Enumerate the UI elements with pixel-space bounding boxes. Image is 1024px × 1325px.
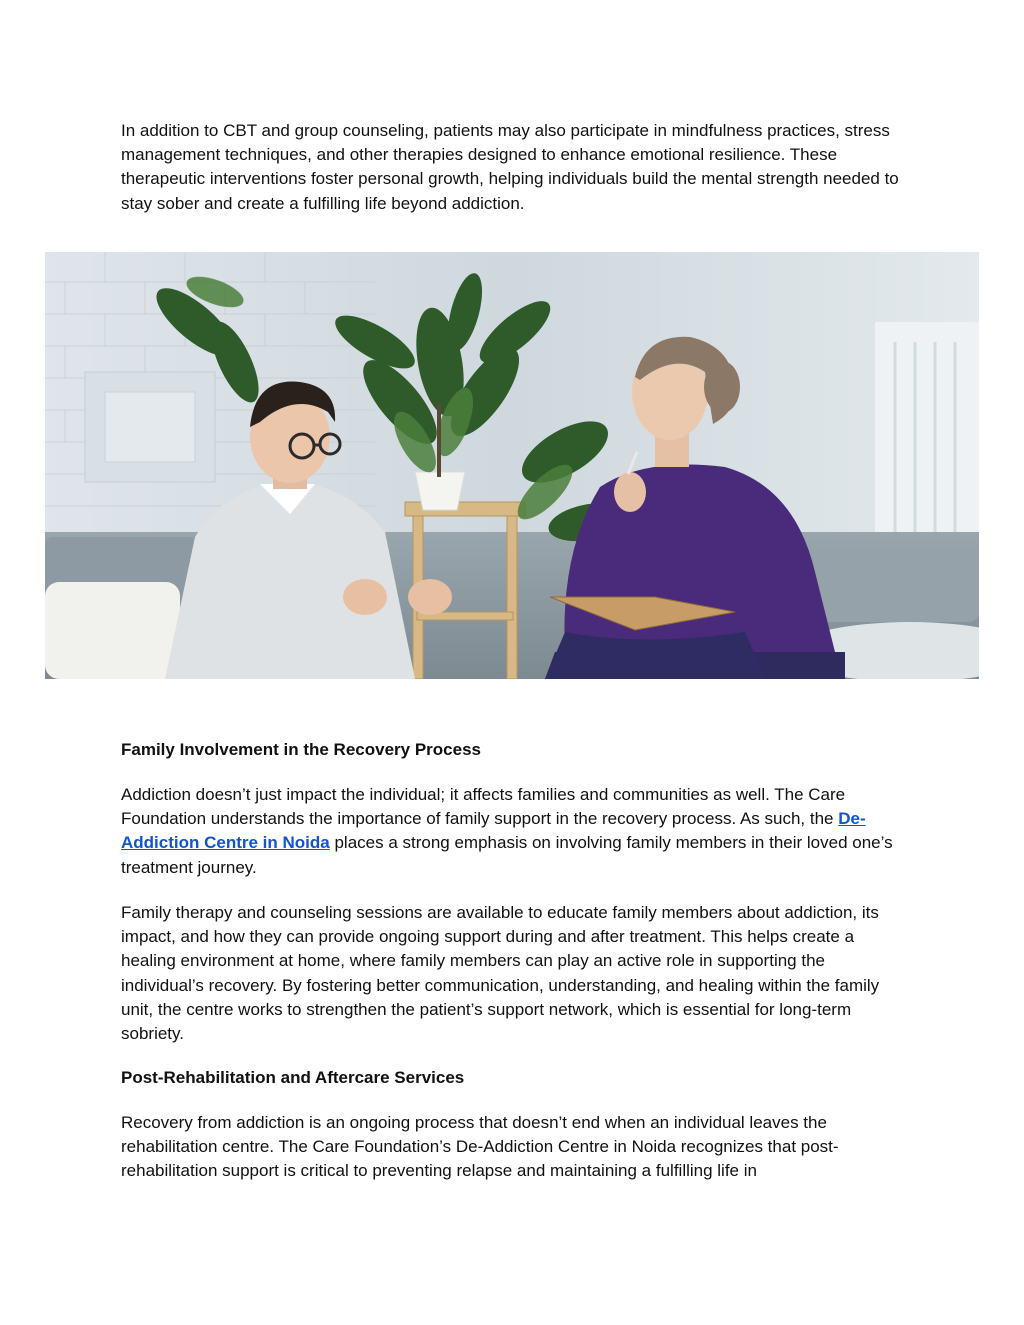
family-paragraph-1-tail: places a strong emphasis on involving family members in their loved one’s treatment journey. <box>121 833 893 877</box>
family-paragraph-1-lead: Addiction doesn’t just impact the individual; it affects families and communities as well. The Care Foundation understands the importance of family support in the recovery process. As such, the <box>121 785 846 829</box>
counseling-session-photo <box>45 252 979 679</box>
aftercare-paragraph: Recovery from addiction is an ongoing process that doesn’t end when an individual leaves the rehabilitation centre. The Care Foundation’s De-Addiction Centre in Noida recognizes that post-rehabilitation support is critical to preventing relapse and maintaining a fulfilling life in <box>121 1113 839 1181</box>
intro-paragraph: In addition to CBT and group counseling, patients may also participate in mindfulness practices, stress management techniques, and other therapies designed to enhance emotional resilience. These therapeutic interventions foster personal growth, helping individuals build the mental strength needed to stay sober and create a fulfilling life beyond addiction. <box>121 121 899 213</box>
family-paragraph-1 <box>121 783 911 880</box>
aftercare-section-heading: Post-Rehabilitation and Aftercare Services <box>121 1068 465 1087</box>
family-section-heading: Family Involvement in the Recovery Process <box>121 740 481 759</box>
family-paragraph-2: Family therapy and counseling sessions are available to educate family members about addiction, its impact, and how they can provide ongoing support during and after treatment. This helps create a healing environment at home, where family members can play an active role in supporting the individual’s recovery. By fostering better communication, understanding, and healing within the family unit, the centre works to strengthen the patient’s support network, which is essential for long-term sobriety. <box>121 903 880 1044</box>
de-addiction-centre-link[interactable]: De-Addiction Centre in Noida <box>121 809 866 853</box>
